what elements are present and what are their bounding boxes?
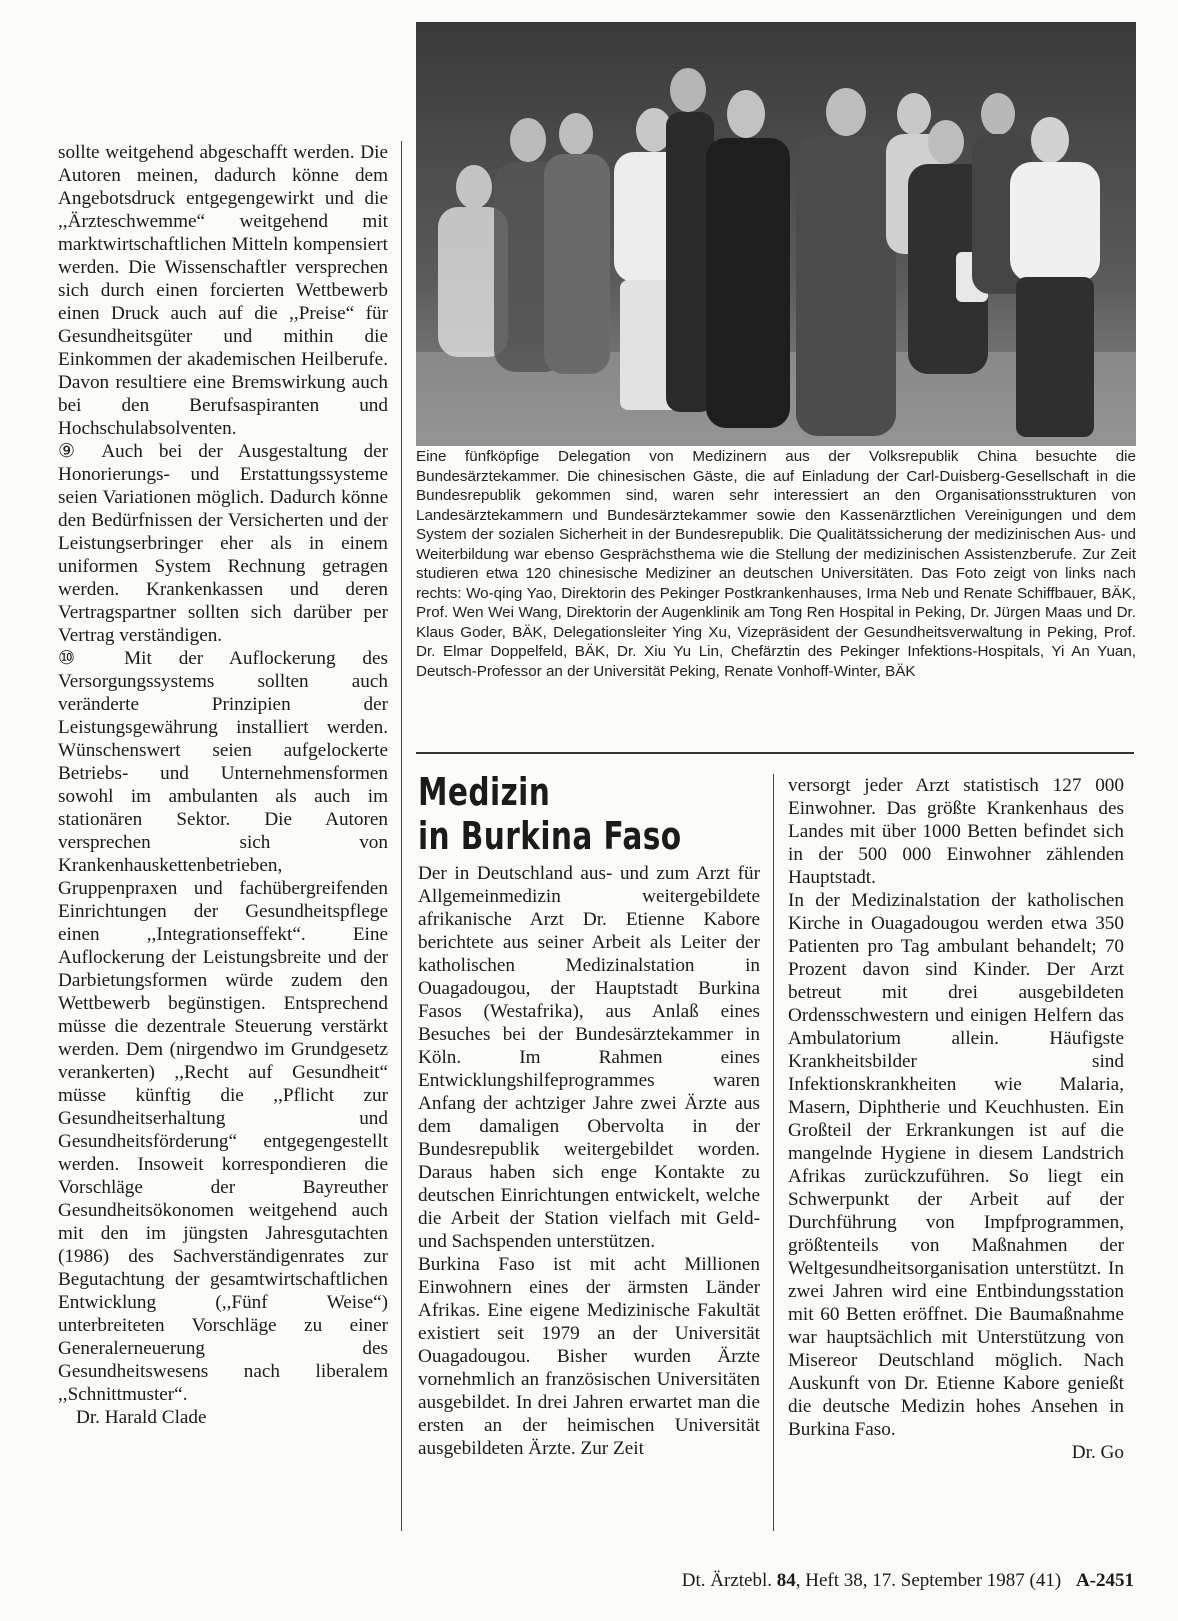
article-middle-text: Der in Deutschland aus- und zum Arzt für Allgemeinmedizin weitergebildete afrikanische Arzt Dr. Etienne Kabore berichtete aus seiner Arbeit als Leiter der katholischen Medizinalstation in Ouagadougou, der Hauptstadt Burkina Fasos (Westafrika), aus Anlaß eines Besuches bei der Bundesärztekammer in Köln. Im Rahmen eines Entwicklungshilfeprogrammes waren Anfang der achtziger Jahre zwei Ärzte aus dem damaligen Obervolta in der Bundesrepublik weitergebildet worden. Daraus haben sich enge Kontakte zu deutschen Einrichtungen entwickelt, welche die Arbeit der Station vielfach mit Geld- und Sachspenden unterstützen. Burkina Faso ist mit acht Millionen Einwohnern eines der ärmsten Länder Afrikas. Eine eigene Medizinische Fakultät existiert seit 1979 an der Universität Ouagadougou. Bisher wurden Ärzte vornehmlich an französischen Universitäten ausgebildet. In drei Jahren erwartet man die ersten an der heimischen Universität ausgebildeten Ärzte. Zur Zeit [418,863,760,1459]
article-right-text: versorgt jeder Arzt statistisch 127 000 Einwohner. Das größte Krankenhaus des Landes mit über 1000 Betten befindet sich in der 500 000 Einwohner zählenden Hauptstadt. In der Medizinalstation der katholischen Kirche in Ouagadougou werden etwa 350 Patienten pro Tag ambulant behandelt; 70 Prozent davon sind Kinder. Der Arzt betreut mit drei ausgebildeten Ordensschwestern und einigen Helfern das Ambulatorium allein. Häufigste Krankheitsbilder sind Infektionskrankheiten wie Malaria, Masern, Diphtherie und Keuchhusten. Ein Großteil der Erkrankungen ist auf die mangelnde Hygiene in diesem Landstrich Afrikas zurückzuführen. So liegt ein Schwerpunkt der Arbeit auf der Durchführung von Impfprogrammen, größtenteils von Maßnahmen der Weltgesundheitsorganisation unterstützt. In zwei Jahren wird eine Entbindungsstation mit 60 Betten eröffnet. Die Baumaßnahme war hauptsächlich mit Unterstützung von Misereor Deutschland möglich. Nach Auskunft von Dr. Etienne Kabore genießt die deutsche Medizin hohes Ansehen in Burkina Faso. [788,775,1124,1440]
left-column-article [58,141,388,1429]
article-headline: Medizin in Burkina Faso [418,770,682,858]
page-footer [580,1570,1134,1592]
section-divider [416,752,1134,754]
article-column-middle [418,862,760,1460]
article-signature: Dr. Go [1071,1442,1124,1463]
article-column-right [788,774,1124,1464]
left-column-text: sollte weitgehend abgeschafft werden. Die Autoren meinen, dadurch könne dem Angebotsdruck entgegengewirkt und die ,,Ärzteschwemme“ weitgehend mit marktwirtschaftlichen Mitteln kompensiert werden. Die Wissenschaftler versprechen sich durch einen forcierten Wettbewerb einen Druck auch auf die ,,Preise“ für Gesundheitsgüter und mithin die Einkommen der akademischen Heilberufe. Davon resultiere eine Bremswirkung auch bei den Berufsaspiranten und Hochschulabsolventen. ⑨ Auch bei der Ausgestaltung der Honorierungs- und Erstattungssysteme seien Variationen möglich. Dadurch könne den Bedürfnissen der Versicherten und der Leistungserbringer eher als in einem uniformen System Rechnung getragen werden. Krankenkassen und deren Vertragspartner sollten sich darüber per Vertrag verständigen. ⑩ Mit der Auflockerung des Versorgungssystems sollten auch veränderte Prinzipien der Leistungsgewährung installiert werden. Wünschenswert seien aufgelockerte Betriebs- und Unternehmensformen sowohl im ambulanten als auch im stationären Sektor. Die Autoren versprechen sich von Krankenhauskettenbetrieben, Gruppenpraxen und fachübergreifenden Einrichtungen der Gesundheitspflege einen ,,Integrationseffekt“. Eine Auflockerung der Leistungsbreite und der Darbietungsformen würde zudem den Wettbewerb begünstigen. Entsprechend müsse die dezentrale Steuerung verstärkt werden. Dem (nirgendwo im Grundgesetz verankerten) ,,Recht auf Gesundheit“ müsse künftig die ,,Pflicht zur Gesundheitserhaltung und Gesundheitsförderung“ entgegengestellt werden. Insoweit korrespondieren die Vorschläge der Bayreuther Gesundheitsökonomen weitgehend auch mit den im jüngsten Jahresgutachten (1986) des Sachverständigenrates zur Begutachtung der gesamtwirtschaftlichen Entwicklung (,,Fünf Weise“) unterbreiteten Vorschläge zu einer Generalerneuerung des Gesundheitswesens nach liberalem ,,Schnittmuster“. [58,142,388,1405]
left-column-signature: Dr. Harald Clade [76,1407,207,1428]
delegation-photo [416,22,1136,446]
column-divider-left [401,141,402,1531]
photo-caption: Eine fünfköpfige Delegation von Medizinern aus der Volksrepublik China besuchte die Bundesärztekammer. Die chinesischen Gäste, die auf Einladung der Carl-Duisberg-Gesellschaft in die Bundesrepublik gekommen sind, waren sehr interessiert an den Organisationsstrukturen von Landesärztekammern und Bundesärztekammer sowie den Kassenärztlichen Vereinigungen und dem System der sozialen Sicherheit in der Bundesrepublik. Die Qualitätssicherung der medizinischen Aus- und Weiterbildung war ebenso Gesprächsthema wie die Stellung der medizinischen Assistenzberufe. Zur Zeit studieren etwa 120 chinesische Mediziner an deutschen Universitäten. Das Foto zeigt von links nach rechts: Wo-qing Yao, Direktorin des Pekinger Postkrankenhauses, Irma Neb und Renate Schiffbauer, BÄK, Prof. Wen Wei Wang, Direktorin der Augenklinik am Tong Ren Hospital in Peking, Dr. Jürgen Maas und Dr. Klaus Goder, BÄK, Delegationsleiter Ying Xu, Vizepräsident der Gesundheitsverwaltung in Peking, Prof. Dr. Elmar Doppelfeld, BÄK, Dr. Xiu Yu Lin, Chefärztin des Pekinger Infektions-Hospitals, Yi An Yuan, Deutsch-Professor an der Universität Peking, Renate Vonhoff-Winter, BÄK [416,448,1136,680]
footer-page-number: A-2451 [1075,1570,1134,1591]
delegation-photo-image [416,22,1136,446]
column-divider-middle [773,774,774,1531]
footer-journal: Dt. Ärztebl. [681,1570,773,1591]
footer-issue: , Heft 38, 17. September 1987 (41) [795,1570,1062,1591]
footer-volume: 84 [776,1570,796,1591]
